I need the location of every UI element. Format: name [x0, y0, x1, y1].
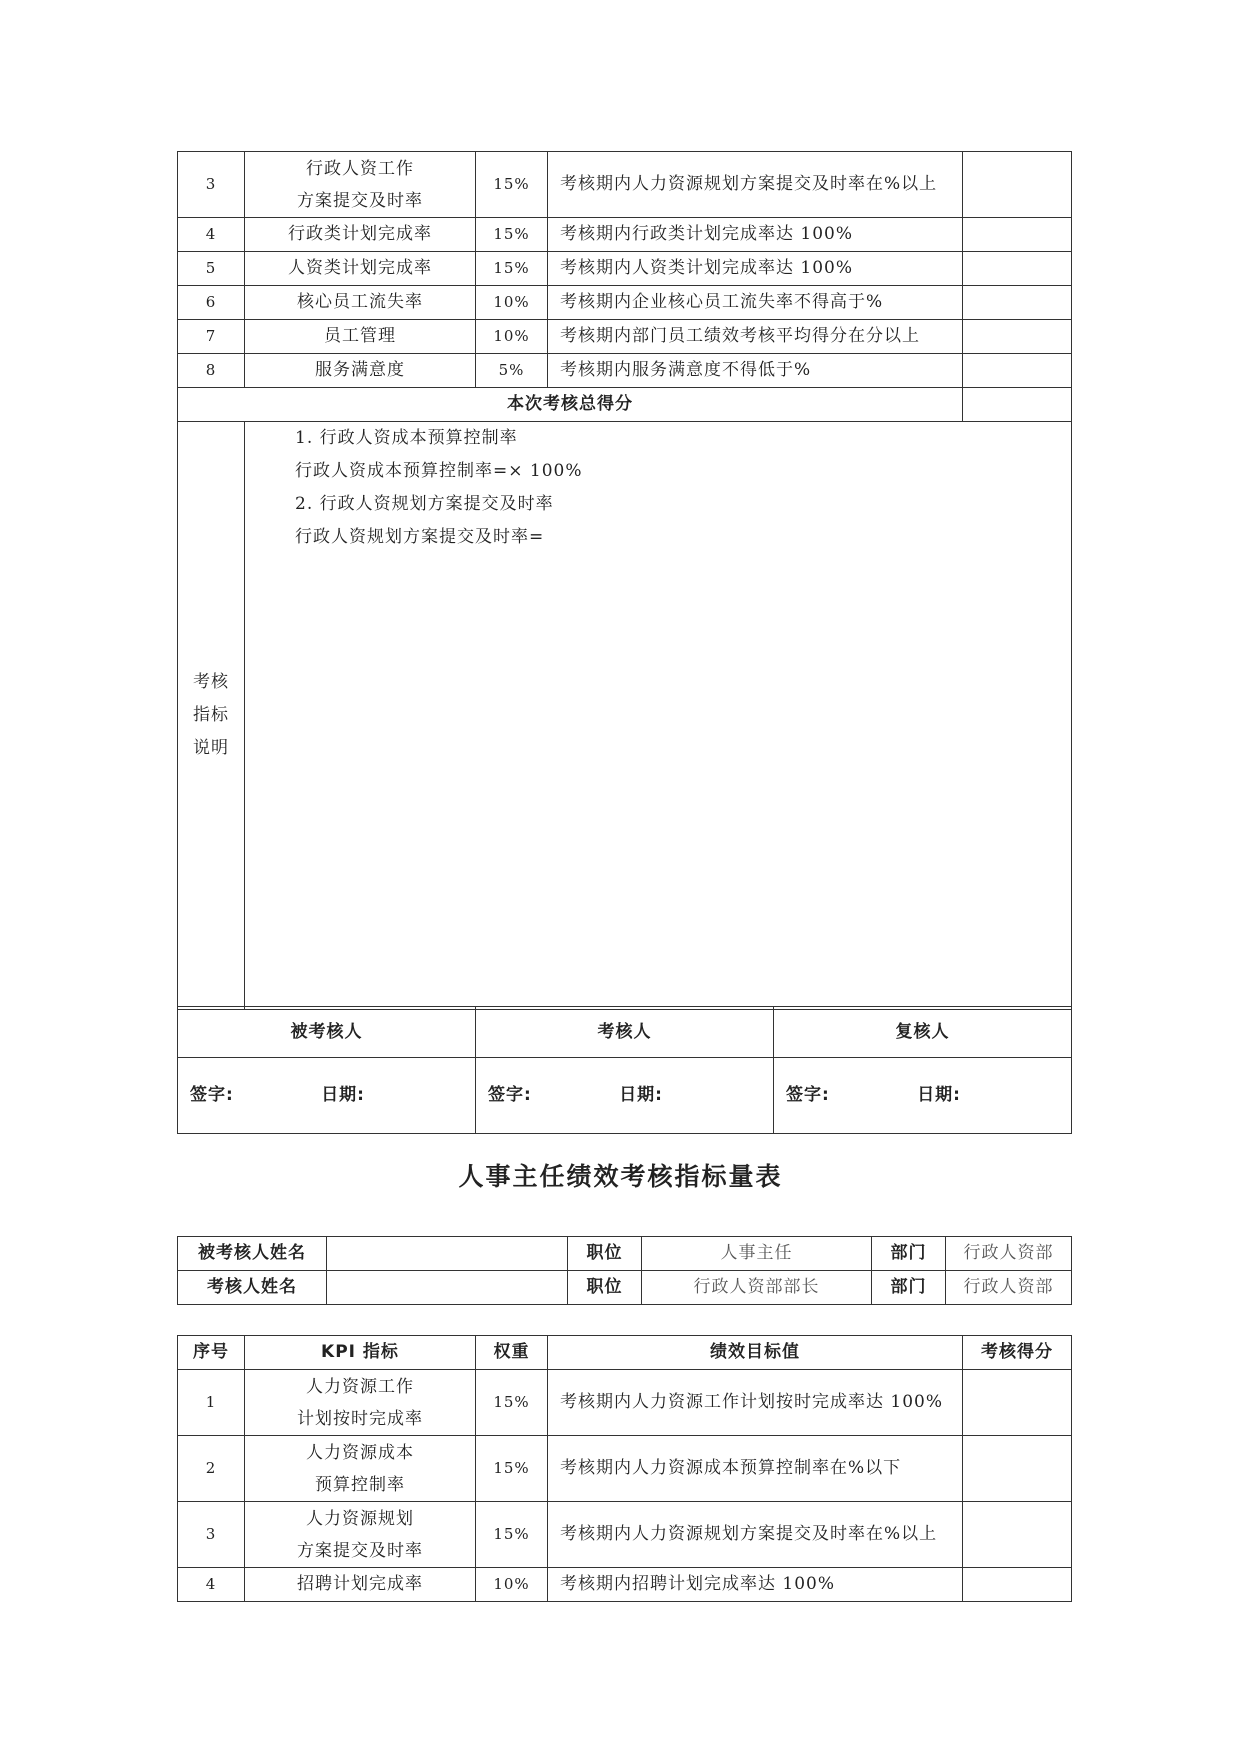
kpi-name: 核心员工流失率 — [245, 286, 476, 320]
table-row — [178, 286, 1072, 320]
weight: 10% — [476, 1568, 548, 1602]
weight: 15% — [476, 152, 548, 218]
signature-row — [178, 1058, 1072, 1134]
kpi-table-continued — [177, 151, 1072, 1010]
notes-content — [245, 422, 1072, 1010]
target-value: 考核期内部门员工绩效考核平均得分在分以上 — [548, 320, 963, 354]
score-cell[interactable] — [963, 286, 1072, 320]
note-line: 2. 行政人资规划方案提交及时率 — [295, 494, 554, 514]
signer-assessee: 被考核人 — [178, 1007, 476, 1058]
signature-table — [177, 1006, 1072, 1134]
table-header-row — [178, 1336, 1072, 1370]
weight: 15% — [476, 1436, 548, 1502]
row-number: 5 — [178, 252, 245, 286]
total-score-cell[interactable] — [963, 388, 1072, 422]
weight: 5% — [476, 354, 548, 388]
target-value: 考核期内人资类计划完成率达 100% — [548, 252, 963, 286]
position-label: 职位 — [568, 1271, 642, 1305]
page-title: 人事主任绩效考核指标量表 — [458, 1162, 783, 1191]
score-cell[interactable] — [963, 1370, 1072, 1436]
score-cell[interactable] — [963, 252, 1072, 286]
score-cell[interactable] — [963, 1436, 1072, 1502]
table-row — [178, 152, 1072, 218]
info-row — [178, 1271, 1072, 1305]
signer-reviewer: 复核人 — [774, 1007, 1072, 1058]
weight: 10% — [476, 320, 548, 354]
score-cell[interactable] — [963, 1568, 1072, 1602]
table-row — [178, 354, 1072, 388]
info-table — [177, 1236, 1072, 1305]
kpi-name: 行政人资工作 方案提交及时率 — [245, 152, 476, 218]
signature-cell[interactable]: 签字: 日期: — [774, 1058, 1072, 1134]
table-row — [178, 1568, 1072, 1602]
kpi-name: 行政类计划完成率 — [245, 218, 476, 252]
note-line: 行政人资规划方案提交及时率= — [295, 527, 545, 547]
row-number: 3 — [178, 152, 245, 218]
score-cell[interactable] — [963, 354, 1072, 388]
table-row — [178, 1436, 1072, 1502]
note-line: 1. 行政人资成本预算控制率 — [295, 428, 518, 448]
table-row — [178, 320, 1072, 354]
weight: 15% — [476, 252, 548, 286]
signer-assessor: 考核人 — [476, 1007, 774, 1058]
position-value: 人事主任 — [642, 1237, 872, 1271]
kpi-name: 员工管理 — [245, 320, 476, 354]
kpi-name: 服务满意度 — [245, 354, 476, 388]
signature-cell[interactable]: 签字: 日期: — [476, 1058, 774, 1134]
row-number: 6 — [178, 286, 245, 320]
kpi-name: 人力资源规划 方案提交及时率 — [245, 1502, 476, 1568]
weight: 15% — [476, 1370, 548, 1436]
row-number: 2 — [178, 1436, 245, 1502]
weight: 10% — [476, 286, 548, 320]
weight: 15% — [476, 218, 548, 252]
department-value: 行政人资部 — [946, 1271, 1072, 1305]
row-number: 7 — [178, 320, 245, 354]
department-label: 部门 — [872, 1237, 946, 1271]
position-label: 职位 — [568, 1237, 642, 1271]
header-number: 序号 — [178, 1336, 245, 1370]
notes-label: 考核 指标 说明 — [178, 422, 245, 1010]
target-value: 考核期内人力资源工作计划按时完成率达 100% — [548, 1370, 963, 1436]
department-label: 部门 — [872, 1271, 946, 1305]
total-score-row — [178, 388, 1072, 422]
name-label: 考核人姓名 — [178, 1271, 327, 1305]
kpi-name: 人力资源成本 预算控制率 — [245, 1436, 476, 1502]
target-value: 考核期内行政类计划完成率达 100% — [548, 218, 963, 252]
row-number: 4 — [178, 1568, 245, 1602]
table-row — [178, 1370, 1072, 1436]
kpi-name: 人力资源工作 计划按时完成率 — [245, 1370, 476, 1436]
kpi-table — [177, 1335, 1072, 1602]
target-value: 考核期内招聘计划完成率达 100% — [548, 1568, 963, 1602]
position-value: 行政人资部部长 — [642, 1271, 872, 1305]
name-field[interactable] — [327, 1271, 568, 1305]
row-number: 4 — [178, 218, 245, 252]
kpi-name: 人资类计划完成率 — [245, 252, 476, 286]
target-value: 考核期内企业核心员工流失率不得高于% — [548, 286, 963, 320]
score-cell[interactable] — [963, 1502, 1072, 1568]
name-label: 被考核人姓名 — [178, 1237, 327, 1271]
row-number: 3 — [178, 1502, 245, 1568]
weight: 15% — [476, 1502, 548, 1568]
table-row — [178, 252, 1072, 286]
total-score-label: 本次考核总得分 — [178, 388, 963, 422]
name-field[interactable] — [327, 1237, 568, 1271]
target-value: 考核期内服务满意度不得低于% — [548, 354, 963, 388]
header-weight: 权重 — [476, 1336, 548, 1370]
table-row — [178, 218, 1072, 252]
row-number: 1 — [178, 1370, 245, 1436]
target-value: 考核期内人力资源规划方案提交及时率在%以上 — [548, 152, 963, 218]
header-target: 绩效目标值 — [548, 1336, 963, 1370]
table-row — [178, 1502, 1072, 1568]
row-number: 8 — [178, 354, 245, 388]
score-cell[interactable] — [963, 152, 1072, 218]
notes-row — [178, 422, 1072, 1010]
target-value: 考核期内人力资源成本预算控制率在%以下 — [548, 1436, 963, 1502]
signature-cell[interactable]: 签字: 日期: — [178, 1058, 476, 1134]
header-kpi: KPI 指标 — [245, 1336, 476, 1370]
info-row — [178, 1237, 1072, 1271]
signer-header-row — [178, 1007, 1072, 1058]
target-value: 考核期内人力资源规划方案提交及时率在%以上 — [548, 1502, 963, 1568]
department-value: 行政人资部 — [946, 1237, 1072, 1271]
header-score: 考核得分 — [963, 1336, 1072, 1370]
kpi-name: 招聘计划完成率 — [245, 1568, 476, 1602]
note-line: 行政人资成本预算控制率=× 100% — [295, 461, 583, 481]
score-cell[interactable] — [963, 218, 1072, 252]
score-cell[interactable] — [963, 320, 1072, 354]
